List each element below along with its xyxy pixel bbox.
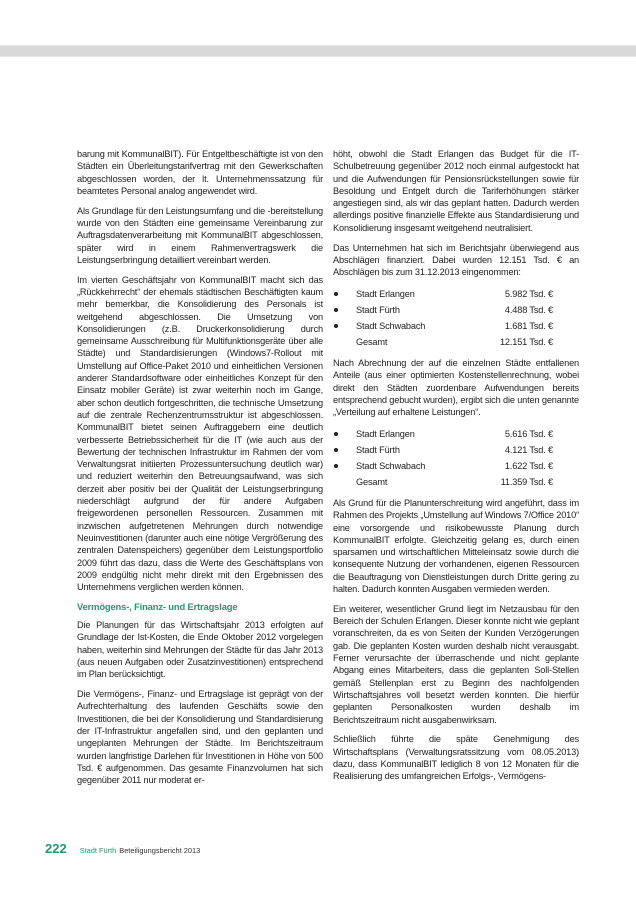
paragraph: Als Grundlage für den Leistungsumfang und die -bereitstellung wurde von den Städten eine gemeinsame Vereinbarung zur Auftragsdatenverarbeitung mit KommunalBIT abgeschlossen, später wird in einem Rahmenvertragswerk die Leistungserbringung detailliert vereinbart werden.: [77, 205, 323, 265]
page-footer: [45, 841, 200, 856]
right-column: [333, 148, 579, 790]
city-label: Stadt Schwabach: [356, 320, 426, 331]
city-label: Stadt Erlangen: [356, 288, 415, 299]
amount-value: 4.488 Tsd. €: [504, 304, 553, 315]
amount-value: 5.982 Tsd. €: [504, 288, 553, 299]
page-number: 222: [45, 841, 67, 856]
paragraph: Schließlich führte die späte Genehmigung des Wirtschaftsplans (Verwaltungsratssitzung vom 08.05.2013) dazu, dass KommunalBIT lediglich 8 von 12 Monaten für die Realisierung des umfangreichen Erfolgs-, Vermögens-: [333, 734, 579, 782]
city-label: Stadt Schwabach: [356, 460, 426, 471]
bullet-icon: [334, 448, 338, 452]
amount-value: 5.616 Tsd. €: [504, 428, 553, 439]
total-value: 11.359 Tsd. €: [500, 476, 553, 487]
paragraph: Nach Abrechnung der auf die einzelnen Städte entfallenen Anteile (aus einer optimierten Kostenstellenrechnung, wobei direkt den Städten zuordenbare Aufwendungen bereits entsprechend gebucht wurden), ergibt sich die unten genannte „Verteilung auf erhaltene Leistungen“.: [333, 357, 579, 418]
list-item: [333, 302, 579, 318]
total-label: Gesamt: [356, 476, 388, 487]
list-item: [333, 442, 579, 458]
paragraph: Die Vermögens-, Finanz- und Ertragslage ist geprägt von der Aufrechterhaltung des laufenden Geschäfts sowie den Investitionen, die bei der Konsolidierung und Standardisierung der IT-Infrastruktur angefallen sind, und den geplanten und ungeplanten Mehrungen der Städte. Im Berichtszeitraum wurden langfristige Darlehen für Investitionen in Höhe von 500 Tsd. € aufgenommen. Das gesamte Finanzvolumen hat sich gegenüber 2011 nur moderat er-: [77, 689, 323, 786]
list-item: [333, 286, 579, 302]
total-label: Gesamt: [356, 336, 388, 347]
city-label: Stadt Erlangen: [356, 428, 415, 439]
amount-value: 1.681 Tsd. €: [504, 320, 553, 331]
list-item: [333, 426, 579, 442]
paragraph: Als Grund für die Planunterschreitung wird angeführt, dass im Rahmen des Projekts „Umstellung auf Windows 7/Office 2010“ eine vorsorgende und risikobewusste Planung durch KommunalBIT erfolgte. Gleichzeitig gelang es, durch einen sparsamen und wirtschaftlichen Mitteleinsatz sowie durch die konsequente Nutzung der vorhandenen, eigenen Ressourcen die Beauftragung von Dienstleistungen durch Dritte gering zu halten. Dadurch konnten Ausgaben vermieden werden.: [333, 497, 579, 595]
amount-value: 4.121 Tsd. €: [504, 444, 553, 455]
paragraph: Das Unternehmen hat sich im Berichtsjahr überwiegend aus Abschlägen finanziert. Dabei wurden 12.151 Tsd. € an Abschlägen bis zum 31.12.2013 eingenommen:: [333, 242, 579, 278]
list-total: [333, 474, 579, 490]
list-item: [333, 458, 579, 474]
footer-city: Stadt Fürth: [79, 846, 117, 855]
total-value: 12.151 Tsd. €: [499, 336, 553, 347]
list-item: [333, 318, 579, 334]
list-total: [333, 334, 579, 350]
footer-title: Beteiligungsbericht 2013: [119, 846, 201, 855]
paragraph: höht, obwohl die Stadt Erlangen das Budget für die IT-Schulbetreuung gegenüber 2012 noch einmal aufgestockt hat und die Aufwendungen für Pensionsrückstellungen sowie für Besoldung und Entgelt durch die Tariferhöhungen stärker angestiegen sind, als wir das geplant hatten. Dadurch werden allerdings positive finanzielle Effekte aus Standardisierung und Konsolidierung insgesamt weitgehend neutralisiert.: [333, 149, 579, 233]
paragraph: Die Planungen für das Wirtschaftsjahr 2013 erfolgten auf Grundlage der Ist-Kosten, die Ende Oktober 2012 vorgelegen haben, weiterhin sind Mehrungen der Städte für das Jahr 2013 (aus neuen Aufgaben oder Zusatzinvestitionen) entsprechend im Plan berücksichtigt.: [77, 620, 323, 680]
top-gray-band: [0, 45, 636, 57]
left-column: [77, 148, 323, 794]
section-heading: Vermögens-, Finanz- und Ertragslage: [77, 600, 238, 612]
amount-value: 1.622 Tsd. €: [504, 460, 553, 471]
city-label: Stadt Fürth: [356, 304, 400, 315]
paragraph: Im vierten Geschäftsjahr von KommunalBIT macht sich das „Rückkehrrecht“ der ehemals städtischen Beschäftigten kaum mehr bemerkbar, die Konsolidierung des Personals ist weitgehend abgeschlossen. Die Umsetzung von Konsolidierungen (z.B. Druckerkonsolidierung durch gemeinsame Ausschreibung für Multifunktionsgeräte über alle Städte) und Standardisierungen (Windows7-Rollout mit Umstellung auf Office-Paket 2010 und einheitlichen Versionen anderer Standardsoftware oder einheitliches Konzept für den Einsatz mobiler Geräte) ist zwar weiterhin noch im Gange, aber schon deutlich fortgeschritten, die technische Umsetzung auf die zentrale Rechenzentrumsstruktur ist abgeschlossen. KommunalBIT bietet seinen Auftraggebern eine deutlich verbesserte Betriebssicherheit für die IT (wie auch aus der Bewertung der technischen Infrastruktur im Rahmen der vom Verwaltungsrat initiierten Prozessuntersuchung deutlich war) und reduziert weiterhin den Betreuungsaufwand, was sich derzeit aber positiv bei der Qualität der Leistungserbringung niederschlägt aufgrund der für andere Aufgaben freigewordenen personellen Ressourcen. Zusammen mit inzwischen aufgetretenen Mehrungen durch notwendige Neuinvestitionen (darunter auch eine nötige Vergrößerung des zentralen Datenspeichers) gegenüber dem Leistungsportfolio 2009 führt das dazu, dass die Werte des Geschäftsplans von 2009 endgültig nicht mehr direkt mit den Ergebnissen des Unternehmens verglichen werden können.: [77, 274, 323, 593]
city-label: Stadt Fürth: [356, 444, 400, 455]
paragraph: barung mit KommunalBIT). Für Entgeltbeschäftigte ist von den Städten ein Überleitungstarifvertrag mit den Gewerkschaften abgeschlossen worden, der lt. Unternehmenssatzung für beamtetes Personal analog angewendet wird.: [77, 149, 323, 196]
paragraph: Ein weiterer, wesentlicher Grund liegt im Netzausbau für den Bereich der Schulen Erlangen. Dieser konnte nicht wie geplant voranschreiten, da es von Seiten der Kunden Verzögerungen gab. Die geplanten Kosten wurden deshalb nicht verausgabt. Ferner verursachte der überraschende und nicht geplante Abgang eines Mitarbeiters, dass die geplanten Soll-Stellen gemäß Stellenplan erst zu Beginn des nachfolgenden Wirtschaftsjahres voll besetzt werden konnten. Die hierfür geplanten Personalkosten wurden deshalb im Berichtszeitraum nicht ausgabenwirksam.: [333, 603, 579, 725]
bullet-icon: [334, 292, 338, 296]
advance-payments-list: [333, 286, 579, 350]
bullet-icon: [334, 464, 338, 468]
bullet-icon: [334, 324, 338, 328]
bullet-icon: [334, 308, 338, 312]
bullet-icon: [334, 432, 338, 436]
service-distribution-list: [333, 426, 579, 490]
